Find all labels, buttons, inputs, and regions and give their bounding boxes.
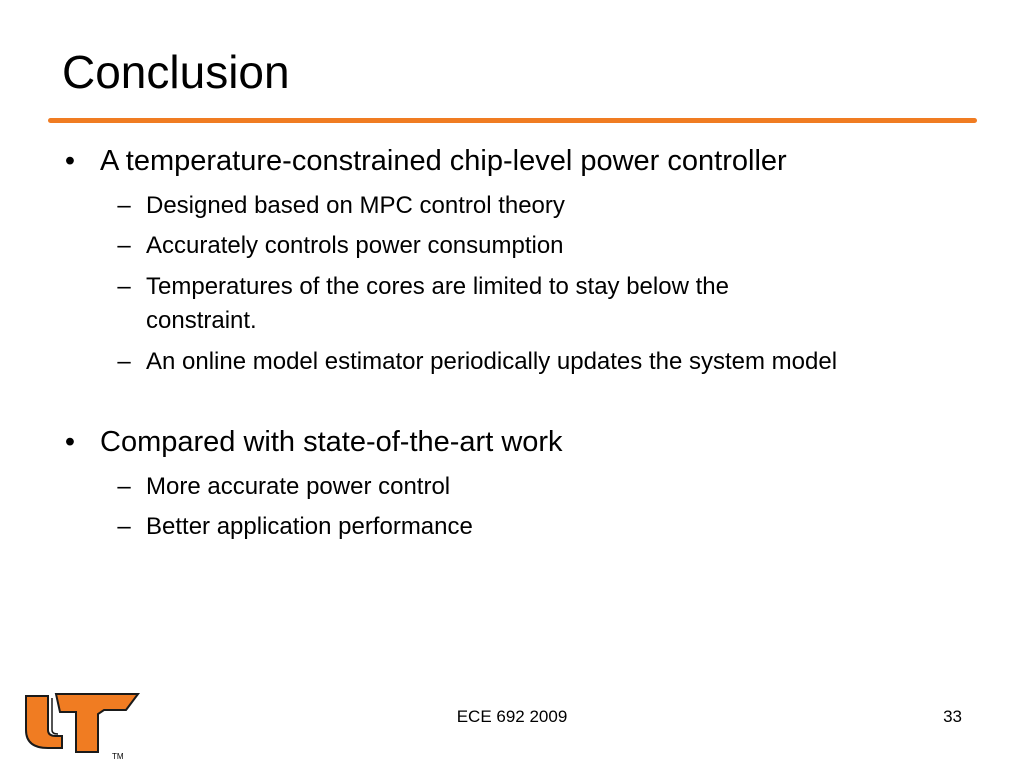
- dash-marker: –: [117, 273, 131, 300]
- title-divider: [48, 118, 977, 123]
- sub-bullet-text: Accurately controls power consumption: [146, 232, 564, 259]
- sub-bullet-text: Better application performance: [146, 513, 473, 540]
- sub-bullet-text: Designed based on MPC control theory: [146, 192, 565, 219]
- bullet-marker: •: [64, 426, 76, 458]
- slide-title: Conclusion: [62, 46, 290, 98]
- dash-marker: –: [117, 232, 131, 259]
- footer-course-label: ECE 692 2009: [456, 707, 568, 726]
- sub-bullet-item: [117, 270, 846, 338]
- dash-marker: –: [117, 473, 131, 500]
- trademark-mark: TM: [112, 752, 124, 761]
- bullet-marker: •: [64, 145, 76, 177]
- sub-bullet-item: [117, 345, 886, 379]
- sub-bullet-text: An online model estimator periodically updates the system model: [146, 348, 838, 375]
- dash-marker: –: [117, 192, 131, 219]
- dash-marker: –: [117, 513, 131, 540]
- bullet-text: A temperature-constrained chip-level power controller: [100, 145, 787, 177]
- sub-bullet-item: [117, 189, 926, 223]
- sub-bullet-text: Temperatures of the cores are limited to stay below the constraint.: [146, 273, 729, 334]
- sub-bullet-item: [117, 510, 926, 544]
- sub-bullet-item: [117, 470, 926, 504]
- dash-marker: –: [117, 348, 131, 375]
- slide-number: 33: [943, 707, 962, 726]
- sub-bullet-text: More accurate power control: [146, 473, 451, 500]
- bullet-item: [64, 424, 980, 460]
- bullet-item: [64, 143, 980, 179]
- sub-bullet-item: [117, 229, 926, 263]
- bullet-text: Compared with state-of-the-art work: [100, 426, 563, 458]
